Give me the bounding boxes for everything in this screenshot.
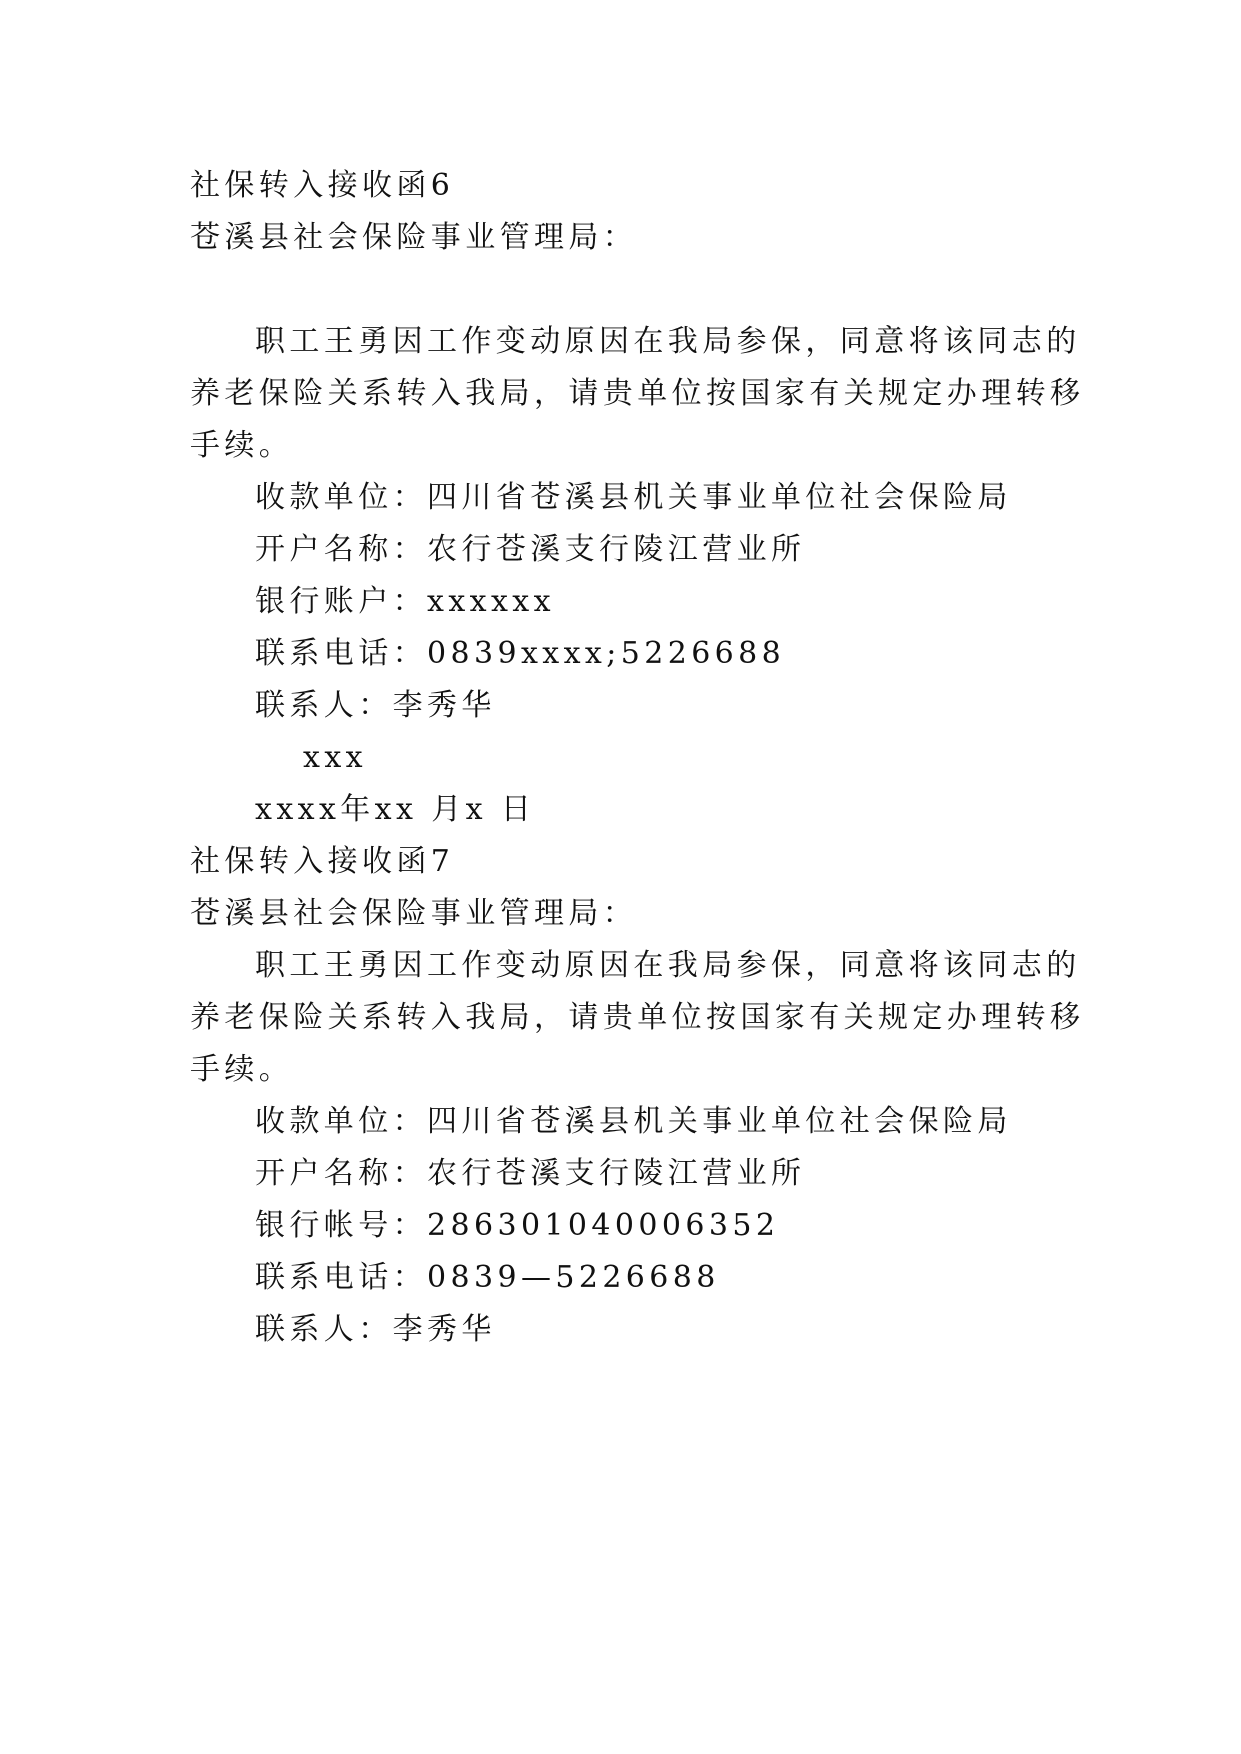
payee-line: 收款单位：四川省苍溪县机关事业单位社会保险局 bbox=[255, 1104, 1012, 1139]
body-line: 手续。 bbox=[190, 1052, 294, 1087]
account-name-line: 开户名称：农行苍溪支行陵江营业所 bbox=[255, 1156, 806, 1191]
contact-line: 联系人：李秀华 bbox=[255, 1312, 496, 1347]
body-line: 养老保险关系转入我局，请贵单位按国家有关规定办理转移 bbox=[190, 376, 1085, 411]
body-line: 职工王勇因工作变动原因在我局参保，同意将该同志的 bbox=[255, 948, 1081, 983]
body-line: 手续。 bbox=[190, 428, 294, 463]
phone-line: 联系电话：0839xxxx;5226688 bbox=[255, 636, 786, 671]
bank-account-line: 银行账户：xxxxxx bbox=[255, 584, 555, 619]
letter-title: 社保转入接收函6 bbox=[190, 168, 455, 203]
letter-addressee: 苍溪县社会保险事业管理局： bbox=[190, 896, 638, 931]
body-line: 养老保险关系转入我局，请贵单位按国家有关规定办理转移 bbox=[190, 1000, 1085, 1035]
payee-line: 收款单位：四川省苍溪县机关事业单位社会保险局 bbox=[255, 480, 1012, 515]
phone-line: 联系电话：0839—5226688 bbox=[255, 1260, 720, 1295]
letter-addressee: 苍溪县社会保险事业管理局： bbox=[190, 220, 638, 255]
account-name-line: 开户名称：农行苍溪支行陵江营业所 bbox=[255, 532, 806, 567]
bank-account-line: 银行帐号：286301040006352 bbox=[255, 1208, 780, 1243]
letter-title: 社保转入接收函7 bbox=[190, 844, 455, 879]
date-line: xxxx年xx 月x 日 bbox=[255, 792, 536, 827]
signature: xxx bbox=[303, 740, 367, 775]
contact-line: 联系人：李秀华 bbox=[255, 688, 496, 723]
body-line: 职工王勇因工作变动原因在我局参保，同意将该同志的 bbox=[255, 324, 1081, 359]
